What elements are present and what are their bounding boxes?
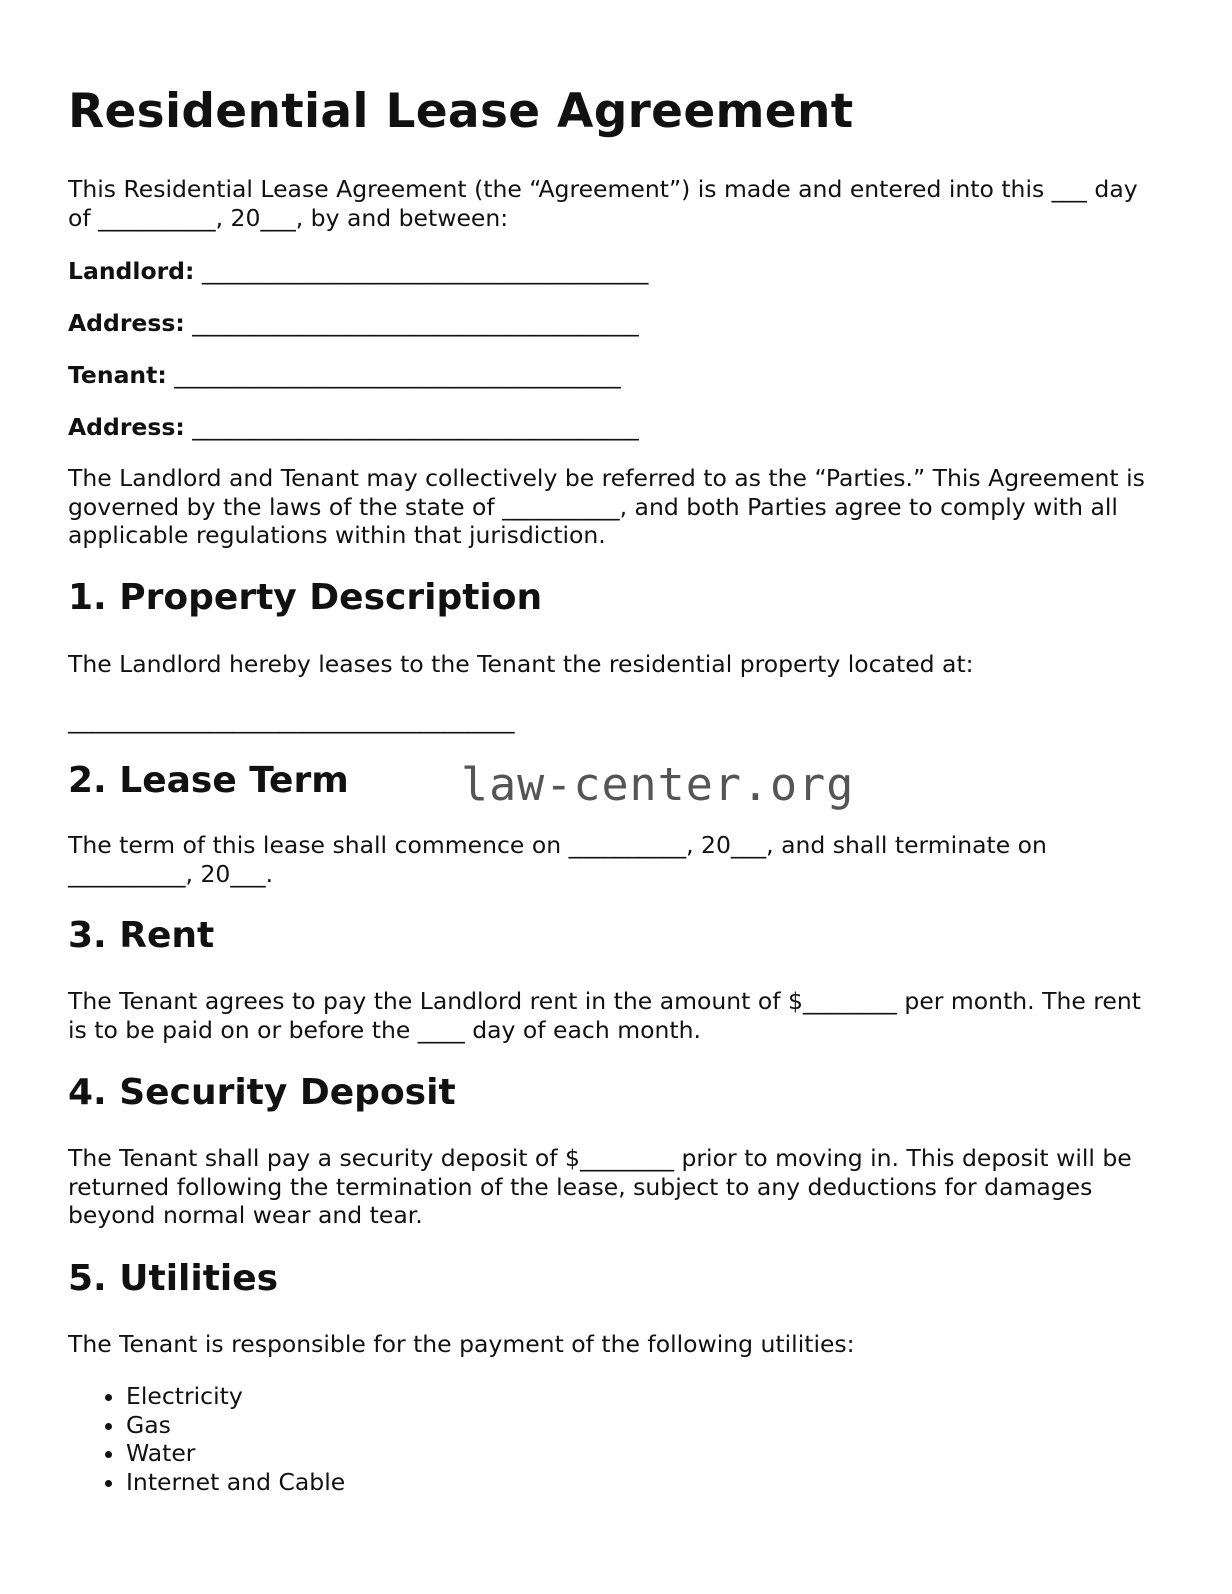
tenant-address-label: Address: bbox=[68, 413, 185, 441]
governing-law-paragraph: The Landlord and Tenant may collectively be referred to as the “Parties.” This Agreement is governed by the laws of the state of __________, and both Parties agree to comply with all applicable regulations within that jurisdiction. bbox=[68, 464, 1145, 549]
utilities-list bbox=[68, 1382, 345, 1496]
tenant-address-blank: ______________________________________ bbox=[192, 413, 639, 441]
section-heading-property: 1. Property Description bbox=[68, 577, 543, 618]
tenant-blank: ______________________________________ bbox=[174, 361, 621, 389]
section-body-security-deposit: The Tenant shall pay a security deposit of $________ prior to moving in. This deposit will be returned following the termination of the lease, subject to any deductions for damages beyond normal wear and tear. bbox=[68, 1144, 1132, 1229]
section-body-utilities: The Tenant is responsible for the payment of the following utilities: bbox=[68, 1330, 855, 1358]
section-body-property: The Landlord hereby leases to the Tenant the residential property located at: bbox=[68, 650, 974, 678]
list-item: • Electricity bbox=[126, 1382, 345, 1411]
section-heading-lease-term: 2. Lease Term bbox=[68, 760, 349, 801]
landlord-label: Landlord: bbox=[68, 257, 195, 285]
landlord-field bbox=[68, 257, 648, 285]
landlord-blank: ______________________________________ bbox=[201, 257, 649, 285]
property-address-blank: ______________________________________ bbox=[68, 706, 515, 734]
section-heading-security-deposit: 4. Security Deposit bbox=[68, 1072, 456, 1113]
landlord-address-label: Address: bbox=[68, 309, 185, 337]
section-heading-utilities: 5. Utilities bbox=[68, 1258, 279, 1299]
list-item: • Internet and Cable bbox=[126, 1468, 345, 1497]
section-body-lease-term: The term of this lease shall commence on __________, 20___, and shall terminate on __________, 20___. bbox=[68, 831, 1047, 888]
landlord-address-field bbox=[68, 309, 639, 337]
watermark: law-center.org bbox=[461, 758, 855, 811]
intro-paragraph: This Residential Lease Agreement (the “Agreement”) is made and entered into this ___ day of __________, 20___, by and between: bbox=[68, 175, 1138, 232]
section-body-rent: The Tenant agrees to pay the Landlord rent in the amount of $________ per month. The rent is to be paid on or before the ____ day of each month. bbox=[68, 987, 1142, 1044]
landlord-address-blank: ______________________________________ bbox=[192, 309, 639, 337]
tenant-field bbox=[68, 361, 621, 389]
tenant-address-field bbox=[68, 413, 639, 441]
tenant-label: Tenant: bbox=[68, 361, 167, 389]
list-item: • Gas bbox=[126, 1411, 345, 1440]
document-title: Residential Lease Agreement bbox=[68, 84, 854, 139]
section-heading-rent: 3. Rent bbox=[68, 915, 215, 956]
list-item: • Water bbox=[126, 1439, 345, 1468]
